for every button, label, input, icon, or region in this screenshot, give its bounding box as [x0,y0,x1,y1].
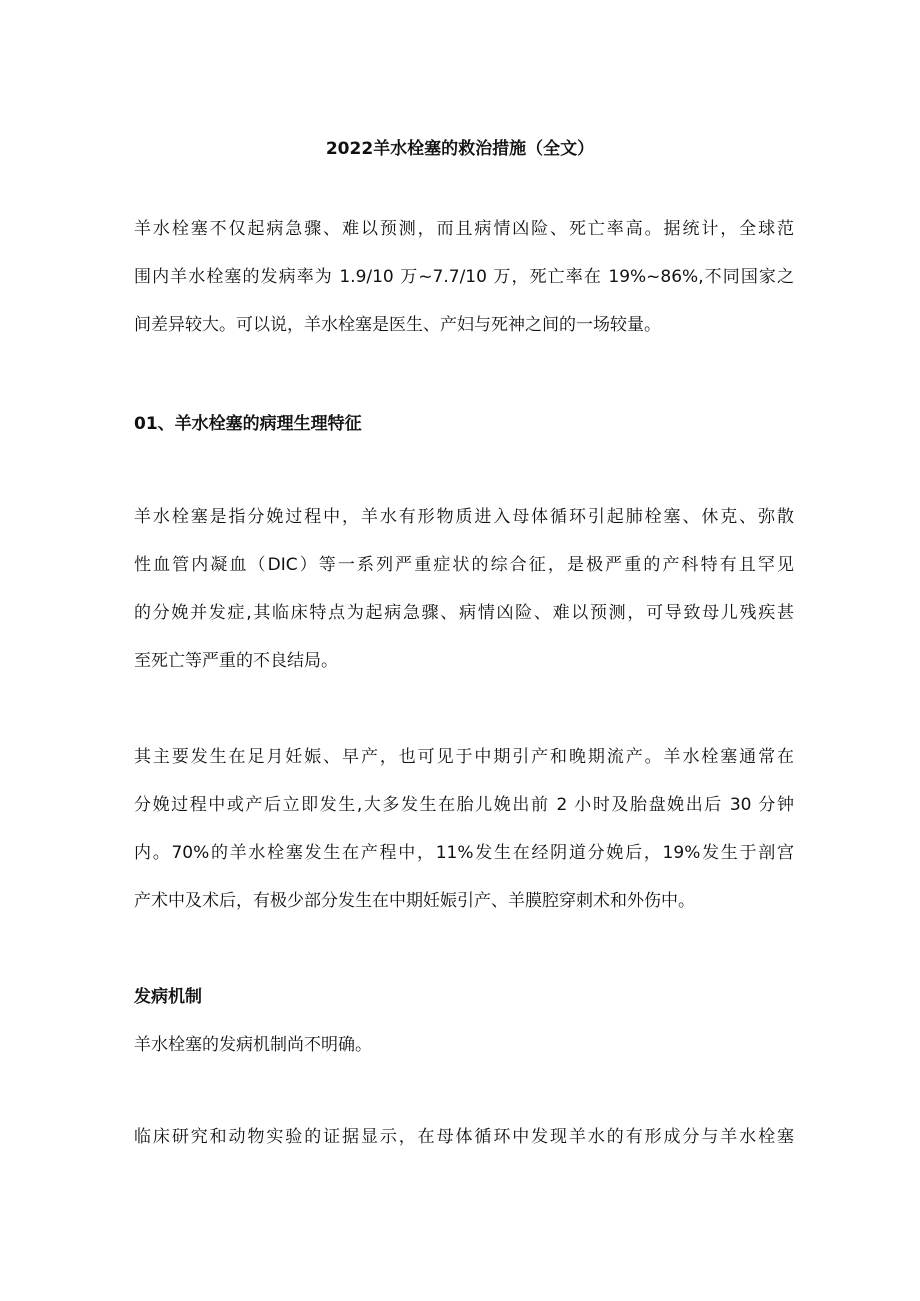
text-line: 至死亡等严重的不良结局。 [134,651,338,671]
text-line: 间差异较大。可以说，羊水栓塞是医生、产妇与死神之间的一场较量。 [134,315,661,335]
definition-paragraph [134,493,794,685]
mechanism-paragraph: 羊水栓塞的发病机制尚不明确。 [134,1035,372,1055]
text-line: 的分娩并发症,其临床特点为起病急骤、病情凶险、难以预测，可导致母儿残疾甚 [134,603,794,623]
text-line: 产术中及术后，有极少部分发生在中期妊娠引产、羊膜腔穿刺术和外伤中。 [134,891,695,911]
document-title: 2022羊水栓塞的救治措施（全文） [325,139,595,160]
text-line: 内。70%的羊水栓塞发生在产程中，11%发生在经阴道分娩后，19%发生于剖宫 [134,843,794,863]
section-heading-mechanism: 发病机制 [134,987,202,1007]
text-line: 围内羊水栓塞的发病率为 1.9/10 万~7.7/10 万，死亡率在 19%~86%,不同国家之 [134,267,794,287]
text-line: 临床研究和动物实验的证据显示，在母体循环中发现羊水的有形成分与羊水栓塞 [134,1127,794,1147]
text-line: 羊水栓塞是指分娩过程中，羊水有形物质进入母体循环引起肺栓塞、休克、弥散 [134,507,794,527]
text-line: 其主要发生在足月妊娠、早产，也可见于中期引产和晚期流产。羊水栓塞通常在 [134,747,794,767]
text-line: 羊水栓塞不仅起病急骤、难以预测，而且病情凶险、死亡率高。据统计，全球范 [134,219,794,239]
occurrence-paragraph [134,733,794,925]
evidence-paragraph [134,1113,794,1161]
intro-paragraph [134,205,794,349]
text-line: 分娩过程中或产后立即发生,大多发生在胎儿娩出前 2 小时及胎盘娩出后 30 分钟 [134,795,794,815]
section-heading-pathophysiology: 01、羊水栓塞的病理生理特征 [134,414,362,434]
text-line: 性血管内凝血（DIC）等一系列严重症状的综合征，是极严重的产科特有且罕见 [134,555,794,575]
